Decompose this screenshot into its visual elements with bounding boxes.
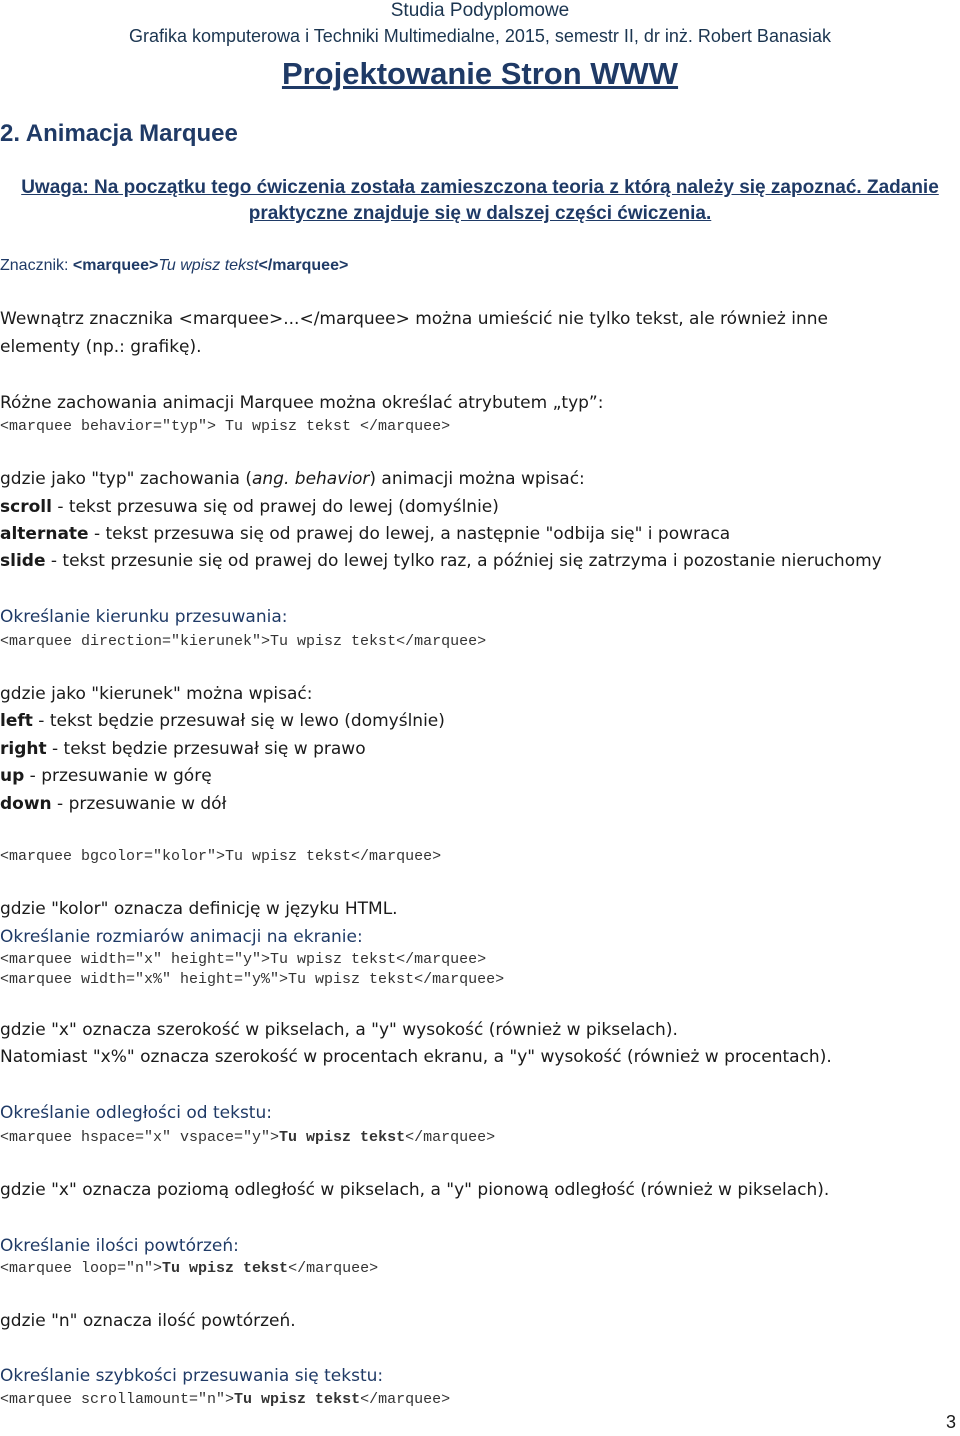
color-where: gdzie "kolor" oznacza definicję w języku HTML.	[0, 899, 398, 919]
header-program: Studia Podyplomowe	[390, 0, 570, 21]
behavior-option-scroll: scroll - tekst przesuwa się od prawej do lewej (domyślnie)	[0, 497, 499, 517]
loop-code: <marquee loop="n">Tu wpisz tekst</marquee>	[0, 1260, 379, 1277]
size-heading: Określanie rozmiarów animacji na ekranie:	[0, 927, 363, 947]
behavior-option-alternate: alternate - tekst przesuwa się od prawej do lewej, a następnie "odbija się" i powraca	[0, 524, 731, 544]
behavior-intro: Różne zachowania animacji Marquee można określać atrybutem „typ”:	[0, 393, 604, 413]
behavior-where: gdzie jako "typ" zachowania (ang. behavior) animacji można wpisać:	[0, 469, 585, 489]
direction-code: <marquee direction="kierunek">Tu wpisz tekst</marquee>	[0, 633, 487, 650]
inside-text-line1: Wewnątrz znacznika <marquee>...</marquee> można umieścić nie tylko tekst, ale również inne	[0, 309, 828, 329]
color-code: <marquee bgcolor="kolor">Tu wpisz tekst</marquee>	[0, 848, 442, 865]
warning-note: Uwaga: Na początku tego ćwiczenia została zamieszczona teoria z którą należy się zapoznać. Zadanie praktyczne znajduje się w dalszej części ćwiczenia.	[21, 177, 939, 224]
direction-option-right: right - tekst będzie przesuwał się w prawo	[0, 739, 366, 759]
direction-heading: Określanie kierunku przesuwania:	[0, 607, 288, 627]
inside-text-line2: elementy (np.: grafikę).	[0, 337, 202, 357]
page-number: 3	[945, 1412, 956, 1432]
tag-line	[0, 257, 348, 275]
tag-close: </marquee>	[258, 257, 349, 274]
loop-heading: Określanie ilości powtórzeń:	[0, 1236, 239, 1256]
behavior-code: <marquee behavior="typ"> Tu wpisz tekst </marquee>	[0, 418, 451, 435]
direction-option-down: down - przesuwanie w dół	[0, 794, 227, 814]
direction-option-left: left - tekst będzie przesuwał się w lewo (domyślnie)	[0, 711, 445, 731]
tag-inner: Tu wpisz tekst	[158, 257, 259, 274]
tag-label: Znacznik:	[0, 257, 73, 274]
spacing-heading: Określanie odległości od tekstu:	[0, 1103, 272, 1123]
header-course-info: Grafika komputerowa i Techniki Multimedialne, 2015, semestr II, dr inż. Robert Banasiak	[129, 26, 831, 46]
direction-option-up: up - przesuwanie w górę	[0, 766, 212, 786]
behavior-option-slide: slide - tekst przesunie się od prawej do lewej tylko raz, a później się zatrzyma i pozostanie nieruchomy	[0, 551, 882, 571]
size-code-percent: <marquee width="x%" height="y%">Tu wpisz tekst</marquee>	[0, 971, 505, 988]
loop-where: gdzie "n" oznacza ilość powtórzeń.	[0, 1311, 296, 1331]
spacing-where: gdzie "x" oznacza poziomą odległość w pikselach, a "y" pionową odległość (również w pikselach).	[0, 1180, 830, 1200]
direction-where: gdzie jako "kierunek" można wpisać:	[0, 684, 313, 704]
size-code-pixels: <marquee width="x" height="y">Tu wpisz tekst</marquee>	[0, 951, 487, 968]
size-where-percent: Natomiast "x%" oznacza szerokość w procentach ekranu, a "y" wysokość (również w procentach).	[0, 1047, 832, 1067]
speed-code: <marquee scrollamount="n">Tu wpisz tekst</marquee>	[0, 1391, 451, 1408]
section-title: 2. Animacja Marquee	[0, 120, 238, 147]
tag-open: <marquee>	[72, 257, 159, 274]
spacing-code: <marquee hspace="x" vspace="y">Tu wpisz tekst</marquee>	[0, 1129, 496, 1146]
course-title: Projektowanie Stron WWW	[281, 56, 679, 91]
speed-heading: Określanie szybkości przesuwania się tekstu:	[0, 1366, 384, 1386]
size-where-pixels: gdzie "x" oznacza szerokość w pikselach, a "y" wysokość (również w pikselach).	[0, 1020, 678, 1040]
